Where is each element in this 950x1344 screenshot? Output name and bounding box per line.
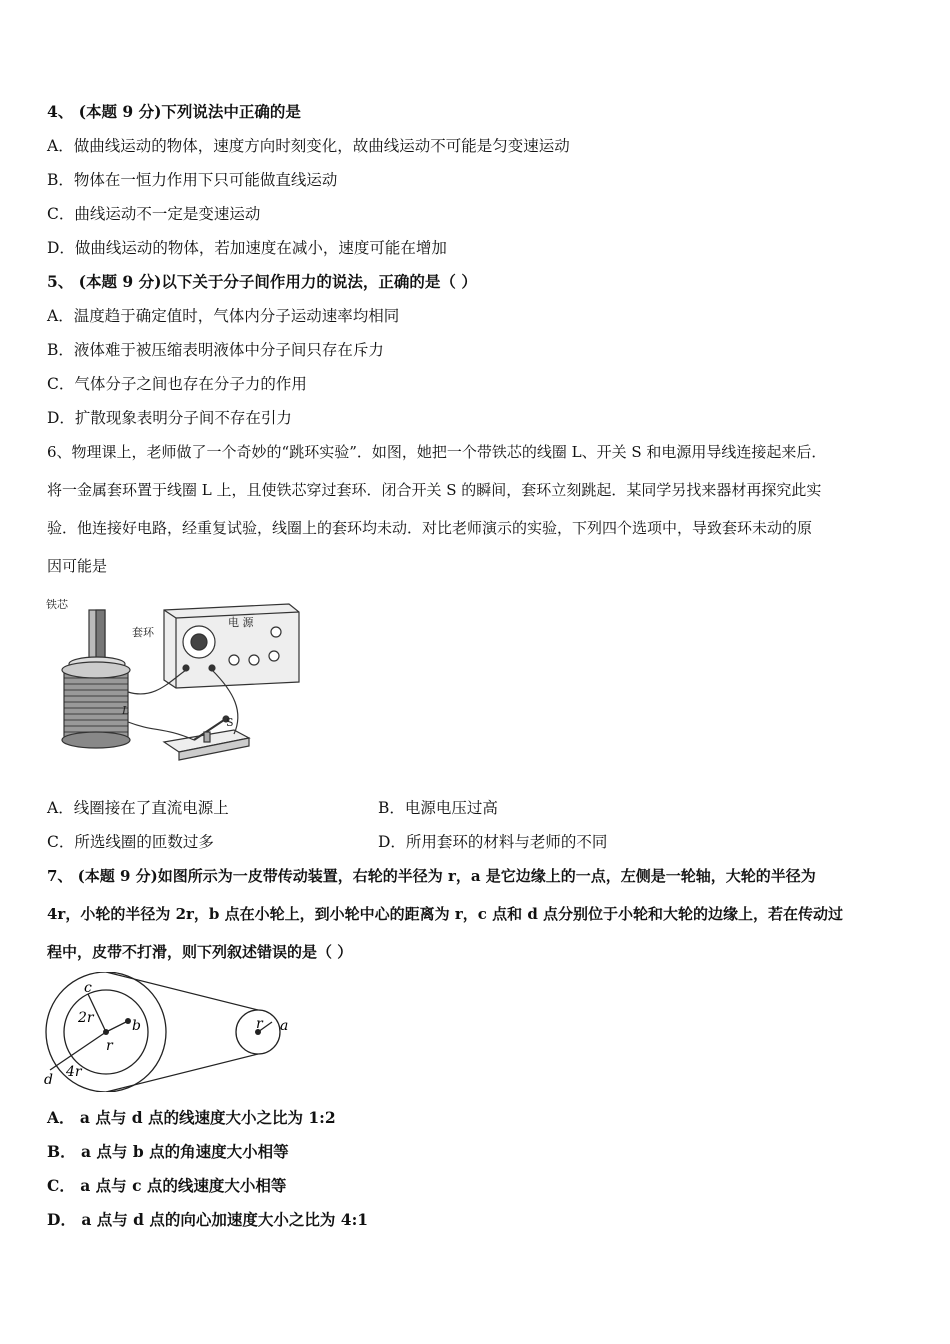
q6-stem-line-4: 因可能是 bbox=[47, 557, 108, 575]
q4-option-c: C．曲线运动不一定是变速运动 bbox=[47, 205, 261, 223]
q7-stem-line-3: 程中，皮带不打滑，则下列叙述错误的是（ ） bbox=[47, 943, 353, 961]
q7-option-c: C． a 点与 c 点的线速度大小相等 bbox=[47, 1176, 287, 1195]
label-4r: 4r bbox=[66, 1064, 82, 1080]
q5-option-d: D．扩散现象表明分子间不存在引力 bbox=[47, 409, 292, 427]
jumping-ring-figure bbox=[44, 592, 306, 772]
belt-drive-figure bbox=[42, 972, 302, 1092]
q6-option-c: C．所选线圈的匝数过多 bbox=[47, 833, 214, 851]
q6-stem-line-2: 将一金属套环置于线圈 L 上，且使铁芯穿过套环．闭合开关 S 的瞬间，套环立刻跳起．某同学另找来器材再探究此实 bbox=[47, 481, 822, 499]
label-c: c bbox=[84, 980, 92, 996]
label-power-supply: 电 源 bbox=[228, 616, 254, 629]
label-ring: 套环 bbox=[132, 626, 154, 639]
q5-option-a: A．温度趋于确定值时，气体内分子运动速率均相同 bbox=[47, 307, 400, 325]
q6-stem-line-3: 验．他连接好电路，经重复试验，线圈上的套环均未动．对比老师演示的实验，下列四个选项中，导致套环未动的原 bbox=[47, 519, 813, 537]
q6-stem-line-1: 6、物理课上，老师做了一个奇妙的“跳环实验”．如图，她把一个带铁芯的线圈 L、开关 S 和电源用导线连接起来后． bbox=[47, 443, 827, 461]
q5-option-b: B．液体难于被压缩表明液体中分子间只存在斥力 bbox=[47, 341, 384, 359]
label-switch-s: S bbox=[226, 716, 234, 729]
label-2r: 2r bbox=[78, 1010, 94, 1026]
q4-option-b: B．物体在一恒力作用下只可能做直线运动 bbox=[47, 171, 338, 189]
label-b: b bbox=[132, 1018, 141, 1034]
q4-option-a: A．做曲线运动的物体，速度方向时刻变化，故曲线运动不可能是匀变速运动 bbox=[47, 137, 570, 155]
q6-option-d: D．所用套环的材料与老师的不同 bbox=[378, 833, 608, 851]
q6-option-a: A．线圈接在了直流电源上 bbox=[47, 799, 229, 817]
q4-stem: 4、 (本题 9 分)下列说法中正确的是 bbox=[47, 102, 301, 121]
q7-option-a: A． a 点与 d 点的线速度大小之比为 1:2 bbox=[47, 1108, 336, 1127]
q5-stem: 5、 (本题 9 分)以下关于分子间作用力的说法，正确的是（ ） bbox=[47, 272, 477, 291]
q4-option-d: D．做曲线运动的物体，若加速度在减小，速度可能在增加 bbox=[47, 239, 447, 257]
label-r-center: r bbox=[106, 1038, 113, 1054]
label-d: d bbox=[44, 1072, 53, 1088]
q6-option-b: B．电源电压过高 bbox=[378, 799, 498, 817]
q7-stem-line-1: 7、 (本题 9 分)如图所示为一皮带传动装置，右轮的半径为 r，a 是它边缘上的一点，左侧是一轮轴，大轮的半径为 bbox=[47, 867, 816, 885]
label-r-right: r bbox=[256, 1016, 263, 1032]
q7-stem-line-2: 4r，小轮的半径为 2r，b 点在小轮上，到小轮中心的距离为 r，c 点和 d 点分别位于小轮和大轮的边缘上，若在传动过 bbox=[47, 905, 844, 923]
label-coil-l: L bbox=[122, 704, 130, 717]
label-iron-core: 铁芯 bbox=[46, 598, 68, 611]
q7-option-d: D． a 点与 d 点的向心加速度大小之比为 4:1 bbox=[47, 1210, 369, 1229]
label-a: a bbox=[280, 1018, 289, 1034]
q7-option-b: B． a 点与 b 点的角速度大小相等 bbox=[47, 1142, 289, 1161]
q5-option-c: C．气体分子之间也存在分子力的作用 bbox=[47, 375, 307, 393]
